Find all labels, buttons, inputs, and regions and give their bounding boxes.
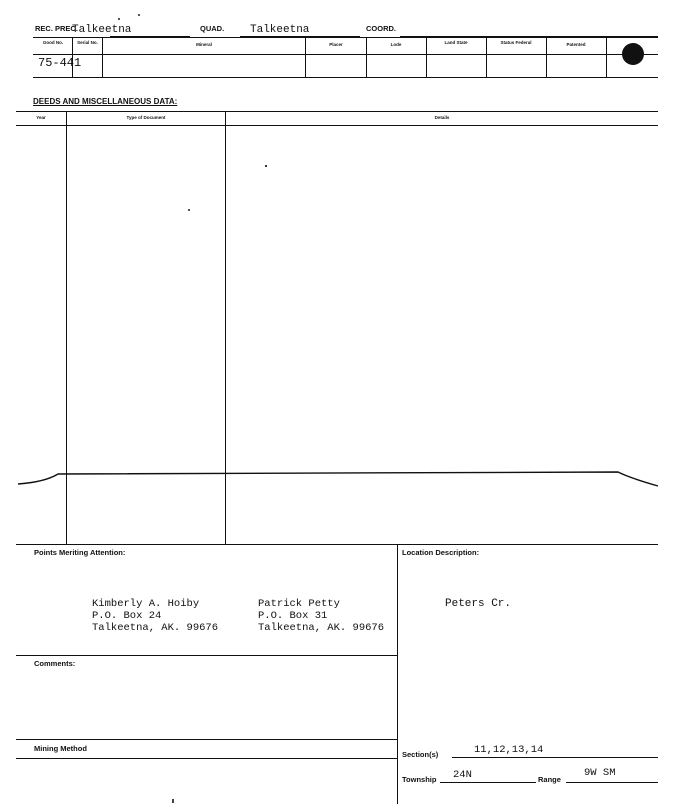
rec-prec-value: Talkeetna <box>72 24 132 36</box>
township-label: Township <box>402 775 437 784</box>
range-value: 9W SM <box>584 767 616 779</box>
record-col-divider <box>426 37 427 77</box>
speck-mark <box>118 18 120 20</box>
col-header-status-federal: Status Federal <box>500 40 532 45</box>
mining-method-bottom <box>16 758 397 759</box>
punch-hole-mark <box>622 43 644 65</box>
contact-card <box>92 598 218 634</box>
comments-label: Comments: <box>34 659 76 668</box>
record-table-top <box>33 37 658 38</box>
range-label: Range <box>538 775 561 784</box>
speck-mark <box>172 799 174 803</box>
record-table-header-bottom <box>33 54 658 55</box>
section-label: Section(s) <box>402 750 439 759</box>
contact-name: Patrick Petty <box>258 598 340 610</box>
mining-method-top <box>16 739 397 740</box>
col-header-good-no: Good No. <box>42 40 64 45</box>
contact-address: P.O. Box 31 <box>258 610 328 622</box>
mining-method-label: Mining Method <box>34 744 87 753</box>
deeds-section-title: DEEDS AND MISCELLANEOUS DATA: <box>33 97 178 106</box>
points-meriting-attention-label: Points Meriting Attention: <box>34 548 126 557</box>
contact-address: P.O. Box 24 <box>92 610 162 622</box>
contact-city: Talkeetna, AK. 99676 <box>258 622 385 634</box>
deeds-col-year: Year <box>36 115 46 120</box>
contact-name: Kimberly A. Hoiby <box>92 598 200 610</box>
range-underline <box>566 782 658 783</box>
comments-top <box>16 655 397 656</box>
fold-line <box>0 466 678 492</box>
col-header-lode: Lode <box>390 42 402 47</box>
speck-mark <box>138 14 140 16</box>
record-table-bottom <box>33 77 658 78</box>
deeds-col-type: Type of Document <box>126 115 166 120</box>
location-description-value: Peters Cr. <box>445 598 512 610</box>
col-header-land-state: Land State <box>444 40 468 45</box>
township-underline <box>440 782 536 783</box>
coord-label: COORD. <box>366 24 396 33</box>
good-no-value: 75-441 <box>38 56 82 70</box>
col-header-serial-no: Serial No. <box>77 40 98 45</box>
deeds-header-bottom <box>16 125 658 126</box>
deeds-col-details: Details <box>434 115 450 120</box>
speck-mark <box>188 209 190 211</box>
contact-city: Talkeetna, AK. 99676 <box>92 622 219 634</box>
deeds-table-top <box>16 111 658 112</box>
rec-prec-label: REC. PREC. <box>35 24 78 33</box>
record-col-divider <box>486 37 487 77</box>
quad-value: Talkeetna <box>250 24 310 36</box>
section-value: 11,12,13,14 <box>474 744 544 756</box>
section-underline <box>452 757 658 758</box>
record-col-divider <box>606 37 607 77</box>
speck-mark <box>265 165 267 167</box>
location-description-label: Location Description: <box>402 548 480 557</box>
bottom-center-divider <box>397 544 398 804</box>
col-header-placer: Placer <box>329 42 343 47</box>
bottom-section-top <box>16 544 658 545</box>
quad-label: QUAD. <box>200 24 225 33</box>
record-col-divider <box>102 37 103 77</box>
township-value: 24N <box>453 769 472 781</box>
col-header-mineral: Mineral <box>196 42 212 47</box>
col-header-patented: Patented <box>566 42 586 47</box>
contact-card <box>258 598 384 634</box>
